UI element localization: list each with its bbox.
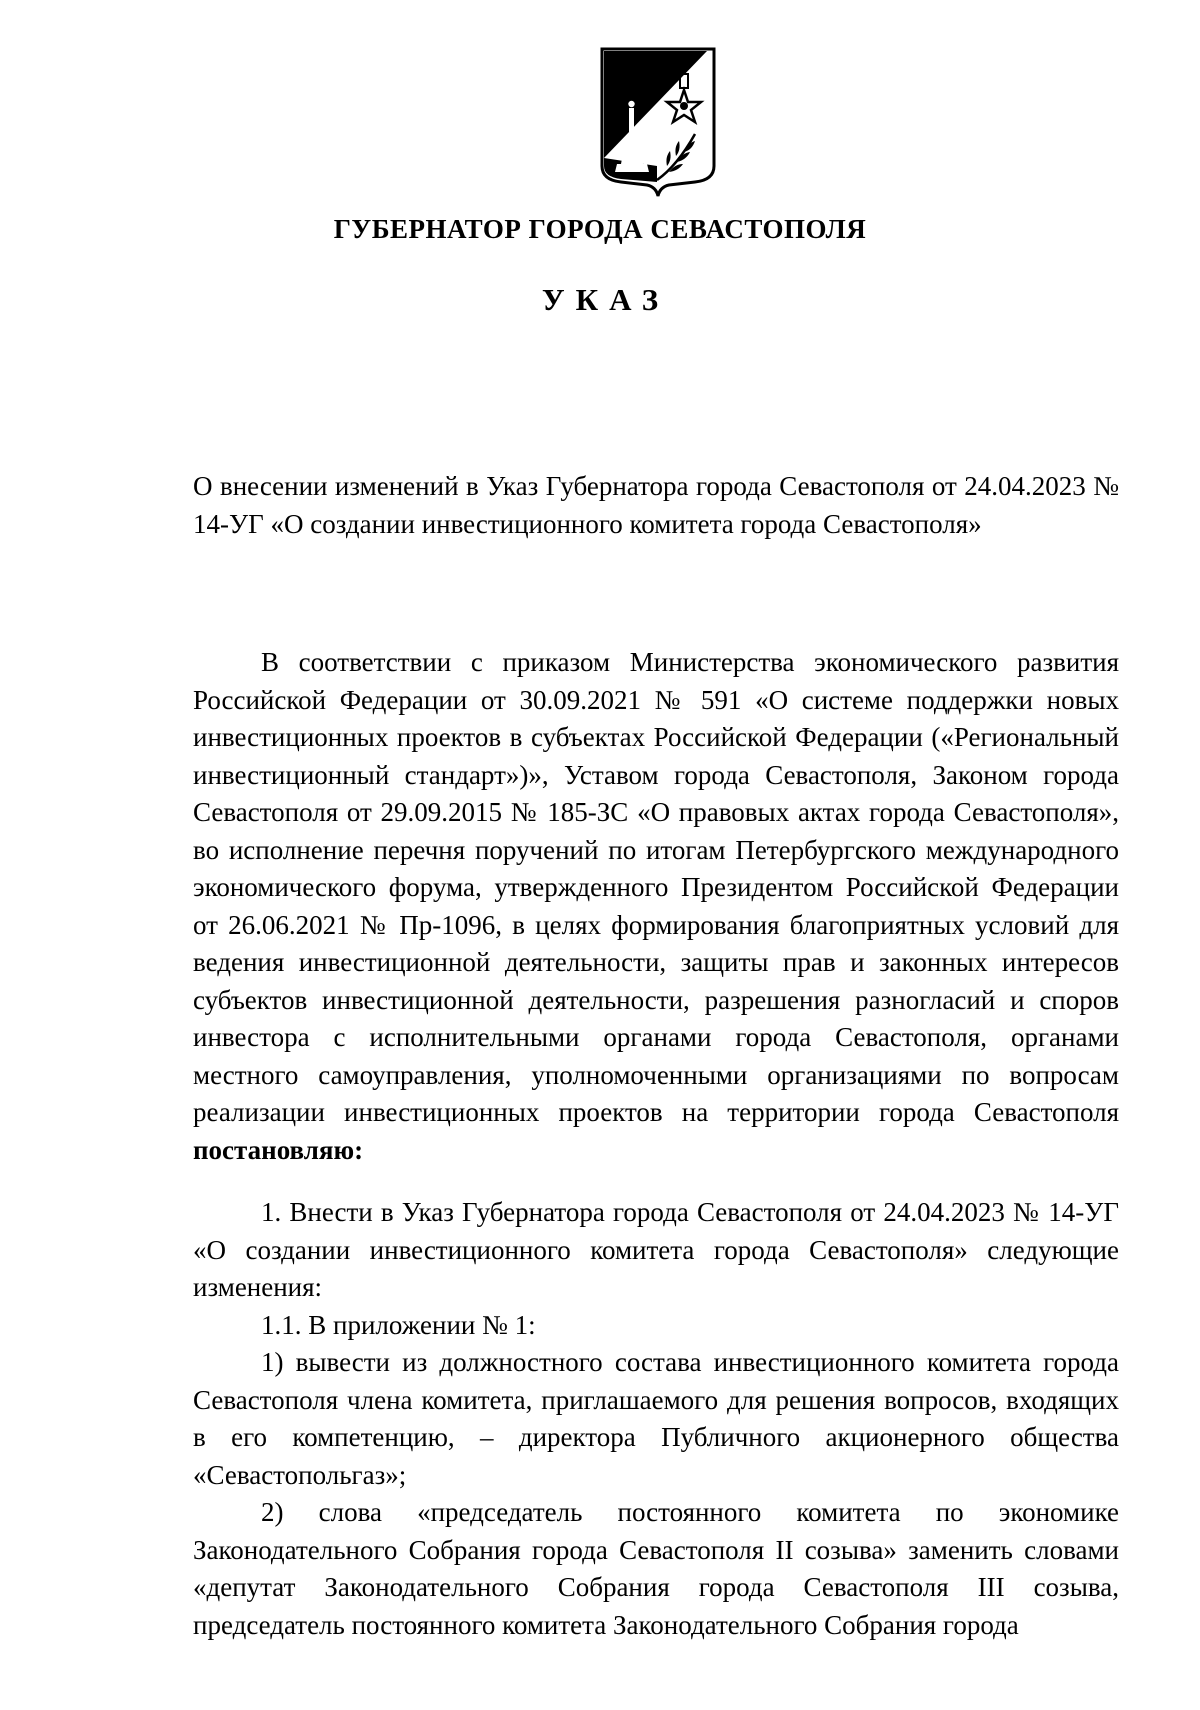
item-1: 1. Внести в Указ Губернатора города Севастополя от 24.04.2023 № 14-УГ «О создании инвестиционного комитета города Севастополя» следующие изменения: bbox=[193, 1197, 1119, 1302]
issuing-authority: ГУБЕРНАТОР ГОРОДА СЕВАСТОПОЛЯ bbox=[333, 214, 867, 244]
decree-colon: : bbox=[354, 1134, 364, 1165]
preamble-paragraph bbox=[193, 644, 1119, 1169]
decree-word: постановляю bbox=[193, 1134, 355, 1165]
item-1-1-2: 2) слова «председатель постоянного комитета по экономике Законодательного Собрания города Севастополя II созыва» заменить словами «депутат Законодательного Собрания города Севастополя III созыва, председатель постоянного комитета Законодательного Собрания города bbox=[193, 1497, 1119, 1640]
item-1-1: 1.1. В приложении № 1: bbox=[261, 1309, 536, 1340]
sevastopol-coat-of-arms-icon bbox=[599, 46, 717, 198]
decree-items bbox=[193, 1194, 1119, 1644]
document-type: УКАЗ bbox=[541, 282, 670, 317]
preamble-text: В соответствии с приказом Министерства экономического развития Российской Федерации от 30.09.2021 № 591 «О системе поддержки новых инвестиционных проектов в субъектах Российской Федерации («Региональный инвестиционный стандарт»)», Уставом города Севастополя, Законом города Севастополя от 29.09.2015 № 185-ЗС «О правовых актах города Севастополя», во исполнение перечня поручений по итогам Петербургского международного экономического форума, утвержденного Президентом Российской Федерации от 26.06.2021 № Пр-1096, в целях формирования благоприятных условий для ведения инвестиционной деятельности, защиты прав и законных интересов субъектов инвестиционной деятельности, разрешения разногласий и споров инвестора с исполнительными органами города Севастополя, органами местного самоуправления, уполномоченными организациями по вопросам реализации инвестиционных проектов на территории города Севастополя bbox=[193, 647, 1119, 1127]
document-subject: О внесении изменений в Указ Губернатора города Севастополя от 24.04.2023 № 14-УГ «О создании инвестиционного комитета города Севастополя» bbox=[193, 471, 1119, 539]
item-1-1-1: 1) вывести из должностного состава инвестиционного комитета города Севастополя члена комитета, приглашаемого для решения вопросов, входящих в его компетенцию, – директора Публичного акционерного общества «Севастопольгаз»; bbox=[193, 1347, 1119, 1490]
